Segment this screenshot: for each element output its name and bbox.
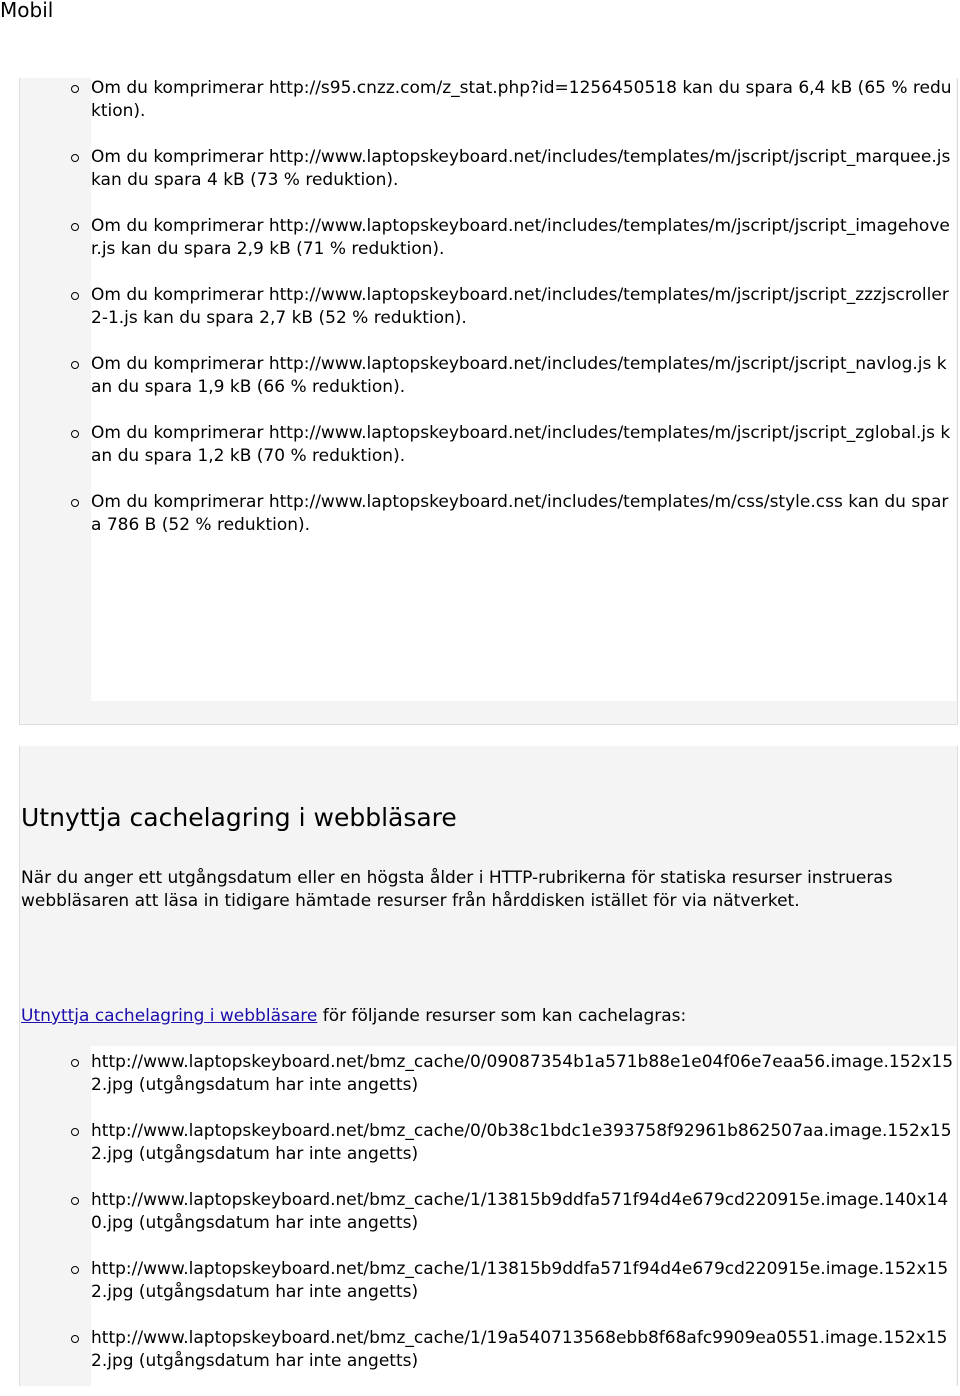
bullet-icon: [71, 1335, 79, 1343]
section-description: När du anger ett utgångsdatum eller en högsta ålder i HTTP-rubrikerna för statiska resurser instrueras webbläsaren att läsa in tidigare hämtade resurser från hårddisken istället för via nätverket.: [21, 868, 893, 911]
list-item: Om du komprimerar http://www.laptopskeyboard.net/includes/templates/m/jscript/jscript_zglobal.js kan du spara 1,2 kB (70 % reduktion).: [91, 422, 955, 468]
list-item: Om du komprimerar http://www.laptopskeyboard.net/includes/templates/m/jscript/jscript_marquee.js kan du spara 4 kB (73 % reduktion).: [91, 146, 955, 192]
section-title: Utnyttja cachelagring i webbläsare: [21, 803, 457, 832]
list-item: Om du komprimerar http://www.laptopskeyboard.net/includes/templates/m/jscript/jscript_zzzjscroller2-1.js kan du spara 2,7 kB (52 % reduktion).: [91, 284, 955, 330]
list-item: Om du komprimerar http://s95.cnzz.com/z_stat.php?id=1256450518 kan du spara 6,4 kB (65 % reduktion).: [91, 77, 955, 123]
bullet-icon: [71, 1197, 79, 1205]
cache-intro-text: för följande resurser som kan cachelagras:: [317, 1006, 687, 1026]
list-item: Om du komprimerar http://www.laptopskeyboard.net/includes/templates/m/jscript/jscript_imagehover.js kan du spara 2,9 kB (71 % reduktion).: [91, 215, 955, 261]
page-heading: Mobil: [0, 0, 54, 22]
bullet-icon: [71, 499, 79, 507]
bullet-icon: [71, 154, 79, 162]
bullet-icon: [71, 292, 79, 300]
list-item: Om du komprimerar http://www.laptopskeyboard.net/includes/templates/m/css/style.css kan du spara 786 B (52 % reduktion).: [91, 491, 955, 537]
cache-resource-list: [91, 1051, 955, 1396]
bullet-icon: [71, 1266, 79, 1274]
cache-link[interactable]: Utnyttja cachelagring i webbläsare: [21, 1006, 318, 1026]
list-item: Om du komprimerar http://www.laptopskeyboard.net/includes/templates/m/jscript/jscript_navlog.js kan du spara 1,9 kB (66 % reduktion).: [91, 353, 955, 399]
bullet-icon: [71, 85, 79, 93]
list-item: http://www.laptopskeyboard.net/bmz_cache/0/09087354b1a571b88e1e04f06e7eaa56.image.152x152.jpg (utgångsdatum har inte angetts): [91, 1051, 955, 1097]
list-item: http://www.laptopskeyboard.net/bmz_cache/1/13815b9ddfa571f94d4e679cd220915e.image.140x140.jpg (utgångsdatum har inte angetts): [91, 1189, 955, 1235]
bullet-icon: [71, 1059, 79, 1067]
list-item: http://www.laptopskeyboard.net/bmz_cache/1/13815b9ddfa571f94d4e679cd220915e.image.152x152.jpg (utgångsdatum har inte angetts): [91, 1258, 955, 1304]
cache-intro: [21, 1005, 686, 1028]
bullet-icon: [71, 430, 79, 438]
list-item: http://www.laptopskeyboard.net/bmz_cache/1/19a540713568ebb8f68afc9909ea0551.image.152x152.jpg (utgångsdatum har inte angetts): [91, 1327, 955, 1373]
list-item: http://www.laptopskeyboard.net/bmz_cache/0/0b38c1bdc1e393758f92961b862507aa.image.152x152.jpg (utgångsdatum har inte angetts): [91, 1120, 955, 1166]
bullet-icon: [71, 1128, 79, 1136]
bullet-icon: [71, 223, 79, 231]
bullet-icon: [71, 361, 79, 369]
compression-list: [91, 77, 955, 560]
